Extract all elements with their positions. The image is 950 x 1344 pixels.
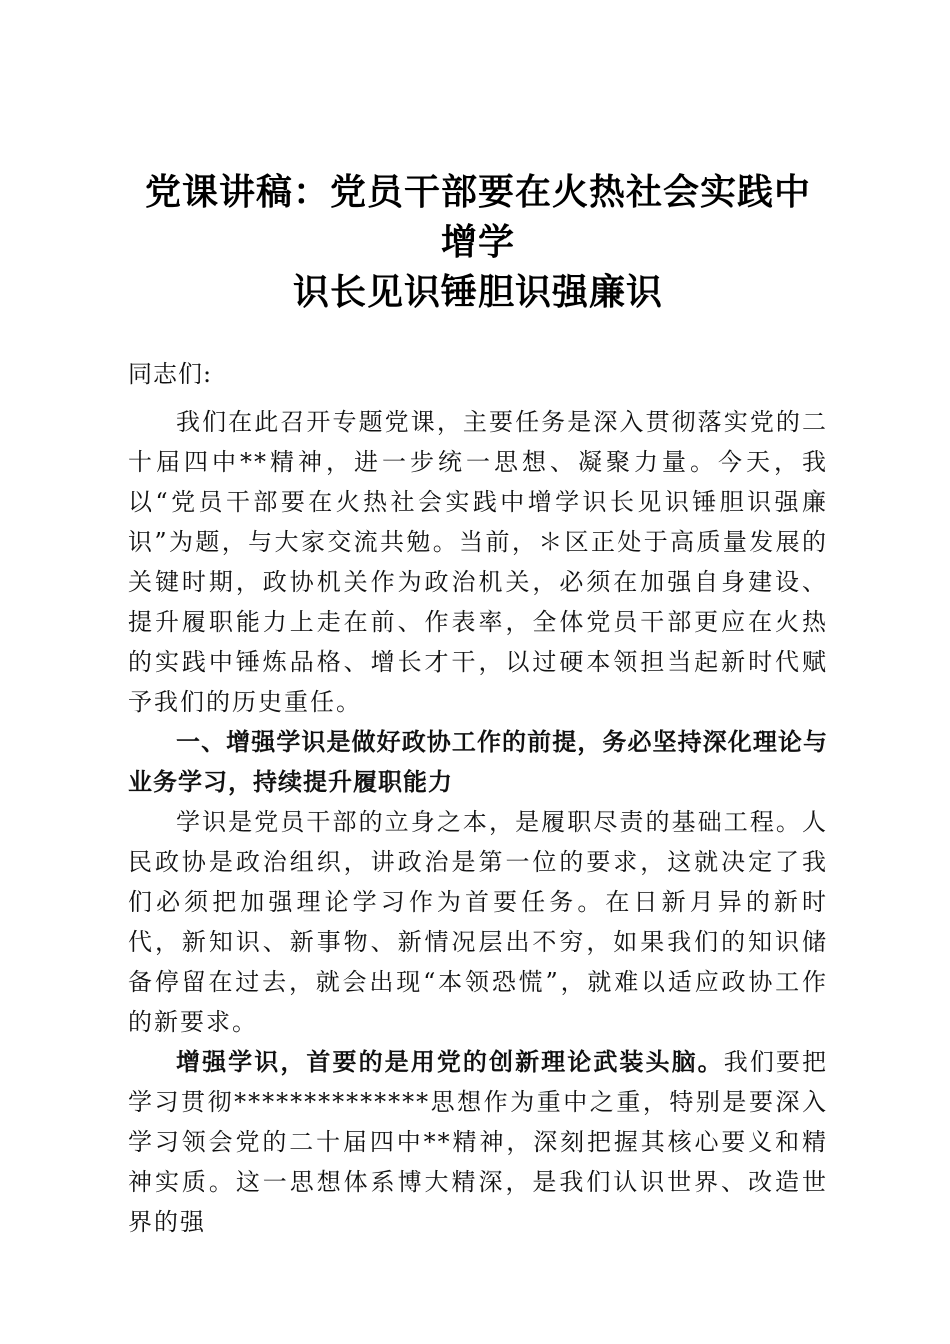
intro-paragraph: 我们在此召开专题党课，主要任务是深入贯彻落实党的二十届四中**精神，进一步统一思想、凝聚力量。今天，我以“党员干部要在火热社会实践中增学识长见识锤胆识强廉识”为题，与大家交流共勉。当前，＊区正处于高质量发展的关键时期，政协机关作为政治机关，必须在加强自身建设、提升履职能力上走在前、作表率，全体党员干部更应在火热的实践中锤炼品格、增长才干，以过硬本领担当起新时代赋予我们的历史重任。 — [128, 408, 828, 716]
document-body — [128, 168, 828, 1242]
paragraph-lead-sentence: 增强学识，首要的是用党的创新理论武装头脑。 — [176, 1047, 724, 1076]
greeting: 同志们: — [128, 360, 213, 388]
paragraph-rest: 我们要把学习贯彻**************思想作为重中之重，特别是要深入学习领会党的二十届四中**精神，深刻把握其核心要义和精神实质。这一思想体系博大精深，是我们认识世界、改造世界的强 — [128, 1048, 828, 1236]
section-1-paragraph-2 — [128, 1042, 828, 1242]
title-line-1: 党课讲稿：党员干部要在火热社会实践中增学 — [144, 172, 811, 263]
section-1-heading: 一、增强学识是做好政协工作的前提，务必坚持深化理论与业务学习，持续提升履职能力 — [128, 728, 828, 796]
title-line-2: 识长见识锤胆识强廉识 — [292, 272, 663, 313]
section-1-paragraph-1: 学识是党员干部的立身之本，是履职尽责的基础工程。人民政协是政治组织，讲政治是第一位的要求，这就决定了我们必须把加强理论学习作为首要任务。在日新月异的新时代，新知识、新事物、新情况层出不穷，如果我们的知识储备停留在过去，就会出现“本领恐慌”，就难以适应政协工作的新要求。 — [128, 808, 828, 1036]
document-title — [128, 168, 828, 318]
